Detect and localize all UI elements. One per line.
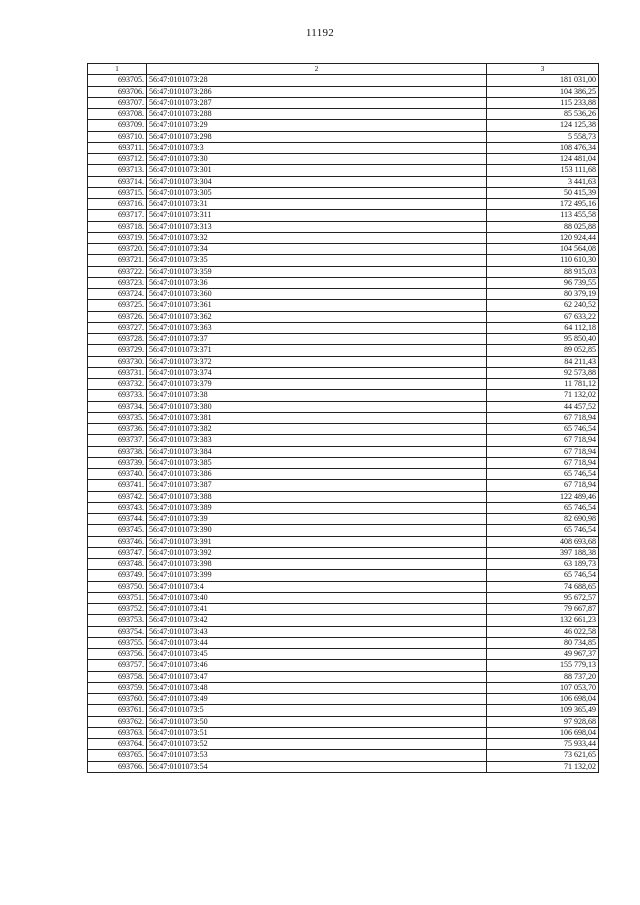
- cadastral-number-cell: 56:47:0101073:5: [147, 705, 487, 716]
- row-number-cell: 693727.: [88, 322, 147, 333]
- row-number-cell: 693746.: [88, 536, 147, 547]
- row-number-cell: 693749.: [88, 570, 147, 581]
- table-row: [88, 592, 599, 603]
- cadastral-value-cell: 110 610,30: [487, 255, 599, 266]
- table-row: [88, 547, 599, 558]
- row-number-cell: 693723.: [88, 277, 147, 288]
- row-number-cell: 693761.: [88, 705, 147, 716]
- table-row: [88, 142, 599, 153]
- table-row: [88, 649, 599, 660]
- cadastral-number-cell: 56:47:0101073:389: [147, 502, 487, 513]
- table-row: [88, 131, 599, 142]
- cadastral-value-cell: 106 698,04: [487, 727, 599, 738]
- cadastral-number-cell: 56:47:0101073:313: [147, 221, 487, 232]
- row-number-cell: 693722.: [88, 266, 147, 277]
- cadastral-value-cell: 67 718,94: [487, 457, 599, 468]
- cadastral-value-cell: 122 489,46: [487, 491, 599, 502]
- cadastral-value-cell: 109 365,49: [487, 705, 599, 716]
- page-number: 11192: [305, 27, 335, 39]
- cadastral-number-cell: 56:47:0101073:40: [147, 592, 487, 603]
- cadastral-number-cell: 56:47:0101073:388: [147, 491, 487, 502]
- row-number-cell: 693740.: [88, 469, 147, 480]
- cadastral-number-cell: 56:47:0101073:4: [147, 581, 487, 592]
- table-header-row: [88, 64, 599, 75]
- row-number-cell: 693730.: [88, 356, 147, 367]
- row-number-cell: 693736.: [88, 424, 147, 435]
- table-row: [88, 694, 599, 705]
- cadastral-number-cell: 56:47:0101073:31: [147, 199, 487, 210]
- table-row: [88, 187, 599, 198]
- cadastral-number-cell: 56:47:0101073:399: [147, 570, 487, 581]
- row-number-cell: 693766.: [88, 761, 147, 772]
- cadastral-value-cell: 67 718,94: [487, 435, 599, 446]
- table-row: [88, 120, 599, 131]
- cadastral-number-cell: 56:47:0101073:384: [147, 446, 487, 457]
- cadastral-value-cell: 95 850,40: [487, 334, 599, 345]
- cadastral-value-cell: 67 718,94: [487, 412, 599, 423]
- cadastral-number-cell: 56:47:0101073:372: [147, 356, 487, 367]
- table-row: [88, 457, 599, 468]
- cadastral-number-cell: 56:47:0101073:392: [147, 547, 487, 558]
- cadastral-value-cell: 124 125,38: [487, 120, 599, 131]
- table-row: [88, 424, 599, 435]
- cadastral-value-cell: 96 739,55: [487, 277, 599, 288]
- row-number-cell: 693705.: [88, 75, 147, 86]
- table-row: [88, 109, 599, 120]
- cadastral-value-cell: 62 240,52: [487, 300, 599, 311]
- cadastral-number-cell: 56:47:0101073:47: [147, 671, 487, 682]
- table-row: [88, 750, 599, 761]
- cadastral-number-cell: 56:47:0101073:38: [147, 390, 487, 401]
- row-number-cell: 693758.: [88, 671, 147, 682]
- cadastral-value-cell: 71 132,02: [487, 761, 599, 772]
- cadastral-number-cell: 56:47:0101073:50: [147, 716, 487, 727]
- row-number-cell: 693708.: [88, 109, 147, 120]
- table-row: [88, 581, 599, 592]
- column-header-1: 1: [88, 64, 147, 75]
- row-number-cell: 693718.: [88, 221, 147, 232]
- row-number-cell: 693739.: [88, 457, 147, 468]
- row-number-cell: 693745.: [88, 525, 147, 536]
- cadastral-number-cell: 56:47:0101073:363: [147, 322, 487, 333]
- table-row: [88, 75, 599, 86]
- table-row: [88, 705, 599, 716]
- cadastral-value-cell: 64 112,18: [487, 322, 599, 333]
- table-row: [88, 154, 599, 165]
- cadastral-number-cell: 56:47:0101073:28: [147, 75, 487, 86]
- cadastral-number-cell: 56:47:0101073:374: [147, 367, 487, 378]
- cadastral-value-table: [87, 63, 599, 773]
- cadastral-value-cell: 80 734,85: [487, 637, 599, 648]
- cadastral-number-cell: 56:47:0101073:3: [147, 142, 487, 153]
- cadastral-value-cell: 95 672,57: [487, 592, 599, 603]
- cadastral-value-cell: 115 233,88: [487, 97, 599, 108]
- cadastral-value-cell: 84 211,43: [487, 356, 599, 367]
- row-number-cell: 693744.: [88, 514, 147, 525]
- table-row: [88, 367, 599, 378]
- table-row: [88, 289, 599, 300]
- table-row: [88, 626, 599, 637]
- table-row: [88, 761, 599, 772]
- table-row: [88, 210, 599, 221]
- cadastral-value-cell: 5 558,73: [487, 131, 599, 142]
- cadastral-value-cell: 88 915,03: [487, 266, 599, 277]
- cadastral-number-cell: 56:47:0101073:51: [147, 727, 487, 738]
- cadastral-number-cell: 56:47:0101073:45: [147, 649, 487, 660]
- row-number-cell: 693711.: [88, 142, 147, 153]
- row-number-cell: 693707.: [88, 97, 147, 108]
- table-row: [88, 660, 599, 671]
- cadastral-value-cell: 97 928,68: [487, 716, 599, 727]
- table-row: [88, 86, 599, 97]
- row-number-cell: 693731.: [88, 367, 147, 378]
- cadastral-value-cell: 124 481,04: [487, 154, 599, 165]
- row-number-cell: 693719.: [88, 232, 147, 243]
- row-number-cell: 693706.: [88, 86, 147, 97]
- cadastral-number-cell: 56:47:0101073:37: [147, 334, 487, 345]
- cadastral-number-cell: 56:47:0101073:46: [147, 660, 487, 671]
- row-number-cell: 693735.: [88, 412, 147, 423]
- cadastral-number-cell: 56:47:0101073:39: [147, 514, 487, 525]
- table-row: [88, 277, 599, 288]
- table-row: [88, 356, 599, 367]
- cadastral-number-cell: 56:47:0101073:52: [147, 739, 487, 750]
- row-number-cell: 693717.: [88, 210, 147, 221]
- cadastral-number-cell: 56:47:0101073:44: [147, 637, 487, 648]
- cadastral-number-cell: 56:47:0101073:42: [147, 615, 487, 626]
- cadastral-number-cell: 56:47:0101073:288: [147, 109, 487, 120]
- row-number-cell: 693753.: [88, 615, 147, 626]
- cadastral-number-cell: 56:47:0101073:390: [147, 525, 487, 536]
- cadastral-value-cell: 50 415,39: [487, 187, 599, 198]
- cadastral-value-cell: 106 698,04: [487, 694, 599, 705]
- cadastral-value-cell: 92 573,88: [487, 367, 599, 378]
- row-number-cell: 693732.: [88, 379, 147, 390]
- row-number-cell: 693738.: [88, 446, 147, 457]
- table-row: [88, 165, 599, 176]
- cadastral-number-cell: 56:47:0101073:361: [147, 300, 487, 311]
- cadastral-value-cell: 3 441,63: [487, 176, 599, 187]
- table-row: [88, 311, 599, 322]
- cadastral-number-cell: 56:47:0101073:362: [147, 311, 487, 322]
- cadastral-number-cell: 56:47:0101073:304: [147, 176, 487, 187]
- row-number-cell: 693733.: [88, 390, 147, 401]
- table-row: [88, 502, 599, 513]
- cadastral-number-cell: 56:47:0101073:387: [147, 480, 487, 491]
- row-number-cell: 693713.: [88, 165, 147, 176]
- table-row: [88, 300, 599, 311]
- row-number-cell: 693709.: [88, 120, 147, 131]
- cadastral-number-cell: 56:47:0101073:301: [147, 165, 487, 176]
- cadastral-number-cell: 56:47:0101073:29: [147, 120, 487, 131]
- cadastral-number-cell: 56:47:0101073:386: [147, 469, 487, 480]
- row-number-cell: 693715.: [88, 187, 147, 198]
- table-body: [88, 64, 599, 773]
- cadastral-value-cell: 120 924,44: [487, 232, 599, 243]
- table-row: [88, 682, 599, 693]
- cadastral-value-cell: 79 667,87: [487, 604, 599, 615]
- cadastral-value-cell: 89 052,85: [487, 345, 599, 356]
- row-number-cell: 693747.: [88, 547, 147, 558]
- table-row: [88, 469, 599, 480]
- row-number-cell: 693754.: [88, 626, 147, 637]
- row-number-cell: 693751.: [88, 592, 147, 603]
- row-number-cell: 693716.: [88, 199, 147, 210]
- cadastral-value-cell: 46 022,58: [487, 626, 599, 637]
- cadastral-number-cell: 56:47:0101073:53: [147, 750, 487, 761]
- table-row: [88, 480, 599, 491]
- cadastral-value-cell: 104 386,25: [487, 86, 599, 97]
- row-number-cell: 693734.: [88, 401, 147, 412]
- table-row: [88, 266, 599, 277]
- cadastral-number-cell: 56:47:0101073:30: [147, 154, 487, 165]
- table-row: [88, 446, 599, 457]
- column-header-3: 3: [487, 64, 599, 75]
- cadastral-number-cell: 56:47:0101073:359: [147, 266, 487, 277]
- cadastral-value-cell: 44 457,52: [487, 401, 599, 412]
- table-row: [88, 739, 599, 750]
- row-number-cell: 693714.: [88, 176, 147, 187]
- cadastral-number-cell: 56:47:0101073:382: [147, 424, 487, 435]
- row-number-cell: 693757.: [88, 660, 147, 671]
- table-row: [88, 379, 599, 390]
- row-number-cell: 693726.: [88, 311, 147, 322]
- cadastral-value-cell: 65 746,54: [487, 570, 599, 581]
- cadastral-number-cell: 56:47:0101073:383: [147, 435, 487, 446]
- cadastral-number-cell: 56:47:0101073:41: [147, 604, 487, 615]
- row-number-cell: 693710.: [88, 131, 147, 142]
- cadastral-number-cell: 56:47:0101073:391: [147, 536, 487, 547]
- table-row: [88, 334, 599, 345]
- row-number-cell: 693742.: [88, 491, 147, 502]
- cadastral-number-cell: 56:47:0101073:360: [147, 289, 487, 300]
- cadastral-value-cell: 73 621,65: [487, 750, 599, 761]
- table-row: [88, 637, 599, 648]
- cadastral-number-cell: 56:47:0101073:54: [147, 761, 487, 772]
- cadastral-value-cell: 49 967,37: [487, 649, 599, 660]
- row-number-cell: 693728.: [88, 334, 147, 345]
- cadastral-value-cell: 65 746,54: [487, 424, 599, 435]
- cadastral-number-cell: 56:47:0101073:311: [147, 210, 487, 221]
- table-row: [88, 244, 599, 255]
- table-row: [88, 604, 599, 615]
- row-number-cell: 693759.: [88, 682, 147, 693]
- cadastral-value-cell: 181 031,00: [487, 75, 599, 86]
- cadastral-value-cell: 80 379,19: [487, 289, 599, 300]
- cadastral-value-cell: 155 779,13: [487, 660, 599, 671]
- cadastral-number-cell: 56:47:0101073:379: [147, 379, 487, 390]
- table-row: [88, 716, 599, 727]
- cadastral-value-cell: 71 132,02: [487, 390, 599, 401]
- cadastral-value-cell: 67 718,94: [487, 480, 599, 491]
- row-number-cell: 693750.: [88, 581, 147, 592]
- table-row: [88, 525, 599, 536]
- cadastral-value-cell: 82 690,98: [487, 514, 599, 525]
- column-header-2: 2: [147, 64, 487, 75]
- cadastral-value-cell: 74 688,65: [487, 581, 599, 592]
- row-number-cell: 693712.: [88, 154, 147, 165]
- table-row: [88, 232, 599, 243]
- cadastral-value-cell: 397 188,38: [487, 547, 599, 558]
- table-row: [88, 221, 599, 232]
- row-number-cell: 693765.: [88, 750, 147, 761]
- cadastral-number-cell: 56:47:0101073:380: [147, 401, 487, 412]
- table-row: [88, 559, 599, 570]
- row-number-cell: 693756.: [88, 649, 147, 660]
- table-row: [88, 97, 599, 108]
- table-row: [88, 615, 599, 626]
- table-row: [88, 514, 599, 525]
- cadastral-value-cell: 88 025,88: [487, 221, 599, 232]
- table-row: [88, 322, 599, 333]
- cadastral-value-cell: 113 455,58: [487, 210, 599, 221]
- table-row: [88, 671, 599, 682]
- row-number-cell: 693743.: [88, 502, 147, 513]
- row-number-cell: 693763.: [88, 727, 147, 738]
- table-row: [88, 345, 599, 356]
- cadastral-number-cell: 56:47:0101073:287: [147, 97, 487, 108]
- cadastral-value-cell: 65 746,54: [487, 469, 599, 480]
- table-row: [88, 435, 599, 446]
- cadastral-number-cell: 56:47:0101073:385: [147, 457, 487, 468]
- cadastral-value-cell: 65 746,54: [487, 502, 599, 513]
- cadastral-value-cell: 408 693,68: [487, 536, 599, 547]
- row-number-cell: 693760.: [88, 694, 147, 705]
- cadastral-number-cell: 56:47:0101073:49: [147, 694, 487, 705]
- cadastral-number-cell: 56:47:0101073:298: [147, 131, 487, 142]
- cadastral-number-cell: 56:47:0101073:381: [147, 412, 487, 423]
- cadastral-number-cell: 56:47:0101073:48: [147, 682, 487, 693]
- cadastral-value-cell: 63 189,73: [487, 559, 599, 570]
- cadastral-value-cell: 153 111,68: [487, 165, 599, 176]
- row-number-cell: 693755.: [88, 637, 147, 648]
- cadastral-value-cell: 88 737,20: [487, 671, 599, 682]
- cadastral-number-cell: 56:47:0101073:305: [147, 187, 487, 198]
- table-row: [88, 570, 599, 581]
- cadastral-number-cell: 56:47:0101073:286: [147, 86, 487, 97]
- table-row: [88, 491, 599, 502]
- cadastral-number-cell: 56:47:0101073:36: [147, 277, 487, 288]
- row-number-cell: 693752.: [88, 604, 147, 615]
- cadastral-value-cell: 107 053,70: [487, 682, 599, 693]
- row-number-cell: 693748.: [88, 559, 147, 570]
- cadastral-value-cell: 67 718,94: [487, 446, 599, 457]
- cadastral-number-cell: 56:47:0101073:35: [147, 255, 487, 266]
- cadastral-number-cell: 56:47:0101073:34: [147, 244, 487, 255]
- row-number-cell: 693729.: [88, 345, 147, 356]
- cadastral-value-cell: 172 495,16: [487, 199, 599, 210]
- cadastral-value-cell: 108 476,34: [487, 142, 599, 153]
- cadastral-value-cell: 11 781,12: [487, 379, 599, 390]
- cadastral-value-cell: 75 933,44: [487, 739, 599, 750]
- table-row: [88, 536, 599, 547]
- table-row: [88, 176, 599, 187]
- cadastral-value-cell: 85 536,26: [487, 109, 599, 120]
- row-number-cell: 693720.: [88, 244, 147, 255]
- cadastral-number-cell: 56:47:0101073:43: [147, 626, 487, 637]
- row-number-cell: 693762.: [88, 716, 147, 727]
- table-row: [88, 412, 599, 423]
- row-number-cell: 693737.: [88, 435, 147, 446]
- cadastral-number-cell: 56:47:0101073:371: [147, 345, 487, 356]
- cadastral-number-cell: 56:47:0101073:32: [147, 232, 487, 243]
- row-number-cell: 693741.: [88, 480, 147, 491]
- cadastral-value-cell: 67 633,22: [487, 311, 599, 322]
- row-number-cell: 693721.: [88, 255, 147, 266]
- table-row: [88, 390, 599, 401]
- table-row: [88, 401, 599, 412]
- table-row: [88, 199, 599, 210]
- cadastral-number-cell: 56:47:0101073:398: [147, 559, 487, 570]
- table-row: [88, 255, 599, 266]
- row-number-cell: 693724.: [88, 289, 147, 300]
- table-row: [88, 727, 599, 738]
- row-number-cell: 693725.: [88, 300, 147, 311]
- cadastral-value-cell: 65 746,54: [487, 525, 599, 536]
- cadastral-value-cell: 104 564,08: [487, 244, 599, 255]
- cadastral-value-cell: 132 661,23: [487, 615, 599, 626]
- row-number-cell: 693764.: [88, 739, 147, 750]
